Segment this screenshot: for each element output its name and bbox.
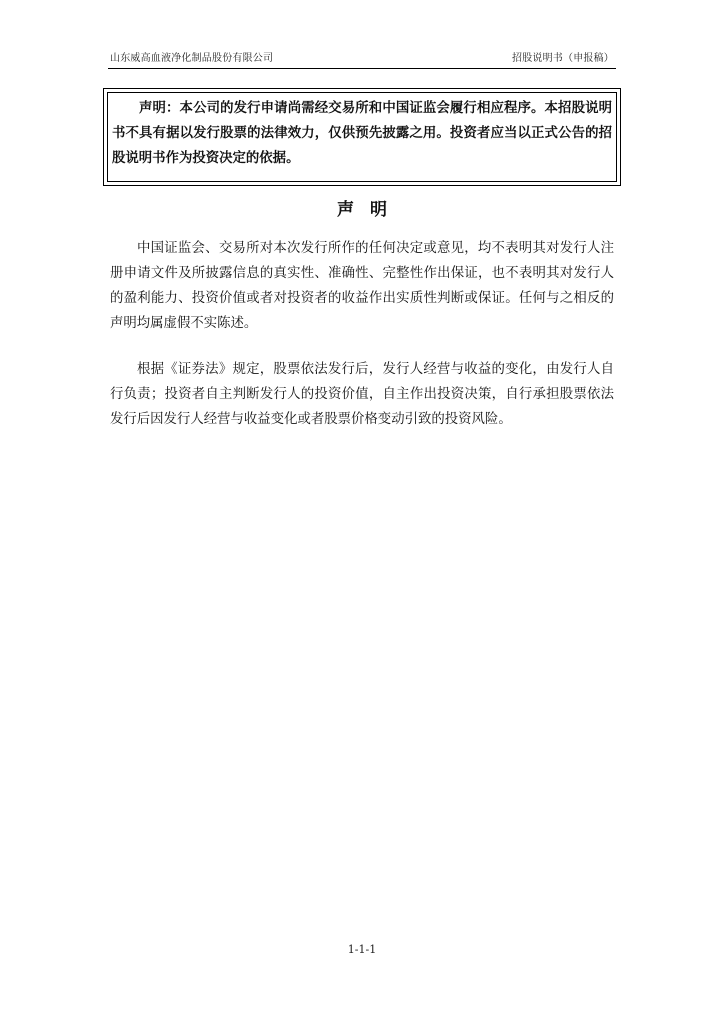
page-header xyxy=(108,50,616,69)
header-company-name: 山东威高血液净化制品股份有限公司 xyxy=(110,53,274,64)
header-document-type: 招股说明书（申报稿） xyxy=(512,53,614,64)
declaration-paragraph-2: 根据《证券法》规定，股票依法发行后，发行人经营与收益的变化，由发行人自行负责；投资者自主判断发行人的投资价值，自主作出投资决策，自行承担股票依法发行后因发行人经营与收益变化或者股票价格变动引致的投资风险。 xyxy=(110,362,614,427)
section-title: 声明 xyxy=(337,200,403,220)
notice-text: 声明：本公司的发行申请尚需经交易所和中国证监会履行相应程序。本招股说明书不具有据以发行股票的法律效力，仅供预先披露之用。投资者应当以正式公告的招股说明书作为投资决定的依据。 xyxy=(112,101,612,166)
notice-box xyxy=(103,88,621,186)
declaration-paragraph-1: 中国证监会、交易所对本次发行所作的任何决定或意见，均不表明其对发行人注册申请文件及所披露信息的真实性、准确性、完整性作出保证，也不表明其对发行人的盈利能力、投资价值或者对投资者的收益作出实质性判断或保证。任何与之相反的声明均属虚假不实陈述。 xyxy=(110,241,614,331)
page-number: 1-1-1 xyxy=(347,943,377,956)
